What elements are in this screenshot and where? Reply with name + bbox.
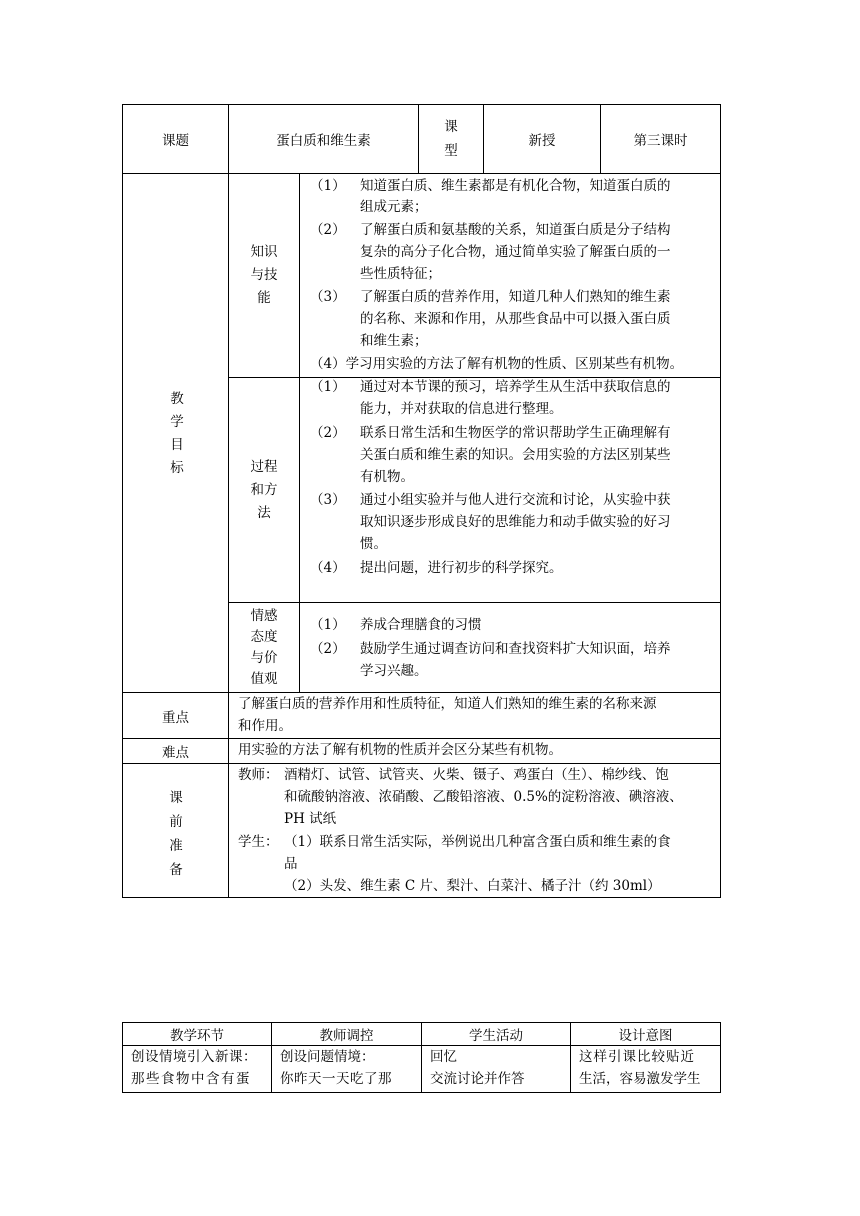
emotion-content-cell <box>299 602 721 693</box>
process-item-1-num: （1） <box>310 379 346 395</box>
teacher-control-line-2: 你昨天一天吃了那 <box>280 1071 392 1087</box>
preparation-label: 课前准备 <box>169 790 183 878</box>
knowledge-item-1-line-2: 组成元素； <box>360 199 428 215</box>
emotion-label-cell <box>228 602 300 693</box>
emotion-item-2-line-2: 学习兴趣。 <box>360 663 428 679</box>
process-item-2-line-2: 关蛋白质和维生素的知识。会用实验的方法区别某些 <box>360 447 671 463</box>
process-content-cell <box>299 377 721 603</box>
process-item-2-num: （2） <box>310 425 346 441</box>
process-header-student <box>421 1022 571 1046</box>
emotion-label: 情感态度与价值观 <box>250 607 278 687</box>
knowledge-item-3-line-1: 了解蛋白质的营养作用，知道几种人们熟知的维生素 <box>360 289 671 305</box>
objectives-label-cell <box>122 173 229 693</box>
process-item-1-line-1: 通过对本节课的预习，培养学生从生活中获取信息的 <box>360 379 671 395</box>
header-stage: 教学环节 <box>170 1028 224 1044</box>
process-item-3-line-1: 通过小组实验并与他人进行交流和讨论，从实验中获 <box>360 492 671 508</box>
topic-label: 课题 <box>162 133 189 149</box>
student-activity-line-1: 回忆 <box>430 1049 457 1065</box>
process-item-4-num: （4） <box>310 560 346 576</box>
knowledge-item-4-line-1: （4）学习用实验的方法了解有机物的性质、区别某些有机物。 <box>310 356 684 372</box>
key-point-label-cell <box>122 692 229 739</box>
intent-line-1: 这样引课比较贴近 <box>579 1049 695 1065</box>
knowledge-item-1-num: （1） <box>310 178 346 194</box>
process-cell-intent <box>570 1045 721 1093</box>
key-point-line-1: 了解蛋白质的营养作用和性质特征，知道人们熟知的维生素的名称来源 <box>238 696 657 712</box>
topic-label-cell <box>122 104 229 174</box>
difficulty-label-cell <box>122 738 229 764</box>
teacher-label: 教师： <box>238 767 279 783</box>
process-item-2-line-1: 联系日常生活和生物医学的常识帮助学生正确理解有 <box>360 425 671 441</box>
teacher-control-line-1: 创设问题情境： <box>280 1049 375 1065</box>
topic-value: 蛋白质和维生素 <box>276 133 371 149</box>
process-label: 过程和方法 <box>250 458 278 521</box>
key-point-label: 重点 <box>162 709 189 726</box>
process-label-cell <box>228 377 300 603</box>
stage-line-2: 那些食物中含有蛋 <box>131 1071 251 1087</box>
emotion-item-1-line-1: 养成合理膳食的习惯 <box>360 617 482 633</box>
process-header-teacher <box>271 1022 422 1046</box>
objectives-label-text: 教学目标 <box>170 391 184 476</box>
knowledge-item-2-line-2: 复杂的高分子化合物，通过简单实验了解蛋白质的一 <box>360 244 671 260</box>
period-cell <box>600 104 721 174</box>
student-line-3: （2）头发、维生素 C 片、梨汁、白菜汁、橘子汁（约 30ml） <box>284 878 661 894</box>
period-value: 第三课时 <box>633 133 688 149</box>
process-header-intent <box>570 1022 721 1046</box>
process-item-3-line-3: 惯。 <box>360 536 387 552</box>
type-value-cell <box>483 104 601 174</box>
process-item-3-num: （3） <box>310 492 346 508</box>
student-line-1: （1）联系日常生活实际，举例说出几种富含蛋白质和维生素的食 <box>284 834 671 850</box>
process-item-3-line-2: 取知识逐步形成良好的思维能力和动手做实验的好习 <box>360 514 671 530</box>
student-line-2: 品 <box>284 856 298 872</box>
emotion-item-1-num: （1） <box>310 617 346 633</box>
teacher-line-1: 酒精灯、试管、试管夹、火柴、镊子、鸡蛋白（生）、棉纱线、饱 <box>284 767 669 783</box>
difficulty-content-cell <box>228 738 721 764</box>
process-item-1-line-2: 能力，并对获取的信息进行整理。 <box>360 401 563 417</box>
difficulty-text: 用实验的方法了解有机物的性质并会区分某些有机物。 <box>238 742 562 758</box>
knowledge-content-cell <box>299 173 721 378</box>
knowledge-item-1-line-1: 知道蛋白质、维生素都是有机化合物，知道蛋白质的 <box>360 178 671 194</box>
preparation-content-cell <box>228 763 721 898</box>
header-student: 学生活动 <box>469 1028 523 1044</box>
header-teacher: 教师调控 <box>319 1028 374 1044</box>
knowledge-item-3-num: （3） <box>310 289 346 305</box>
preparation-label-cell <box>122 763 229 898</box>
knowledge-label: 知识与技能 <box>250 244 278 306</box>
knowledge-item-2-num: （2） <box>310 222 346 238</box>
emotion-item-2-num: （2） <box>310 641 346 657</box>
student-activity-line-2: 交流讨论并作答 <box>430 1071 525 1087</box>
key-point-line-2: 和作用。 <box>238 718 292 734</box>
process-cell-teacher <box>271 1045 422 1093</box>
knowledge-item-2-line-1: 了解蛋白质和氨基酸的关系，知道蛋白质是分子结构 <box>360 222 671 238</box>
emotion-item-2-line-1: 鼓励学生通过调查访问和查找资料扩大知识面，培养 <box>360 641 671 657</box>
teacher-line-3: PH 试纸 <box>284 811 337 827</box>
process-item-2-line-3: 有机物。 <box>360 469 414 485</box>
objectives-label <box>157 388 197 480</box>
student-label: 学生： <box>238 834 279 850</box>
knowledge-item-3-line-3: 和维生素； <box>360 333 428 349</box>
process-cell-student <box>421 1045 571 1093</box>
knowledge-item-2-line-3: 些性质特征； <box>360 266 441 282</box>
type-label-cell <box>418 104 484 174</box>
process-item-4-line-1: 提出问题，进行初步的科学探究。 <box>360 560 563 576</box>
teacher-line-2: 和硫酸钠溶液、浓硝酸、乙酸铅溶液、0.5%的淀粉溶液、碘溶液、 <box>284 789 683 805</box>
type-value: 新授 <box>528 133 556 149</box>
type-label: 课型 <box>444 119 458 159</box>
process-header-stage <box>122 1022 272 1046</box>
topic-value-cell <box>228 104 419 174</box>
process-cell-stage <box>122 1045 272 1093</box>
stage-line-1: 创设情境引入新课： <box>131 1049 257 1065</box>
knowledge-item-3-line-2: 的名称、来源和作用，从那些食品中可以摄入蛋白质 <box>360 311 671 327</box>
header-intent: 设计意图 <box>618 1028 673 1044</box>
difficulty-label: 难点 <box>162 745 189 761</box>
intent-line-2: 生活，容易激发学生 <box>579 1071 701 1087</box>
key-point-content-cell <box>228 692 721 739</box>
knowledge-label-cell <box>228 173 300 378</box>
